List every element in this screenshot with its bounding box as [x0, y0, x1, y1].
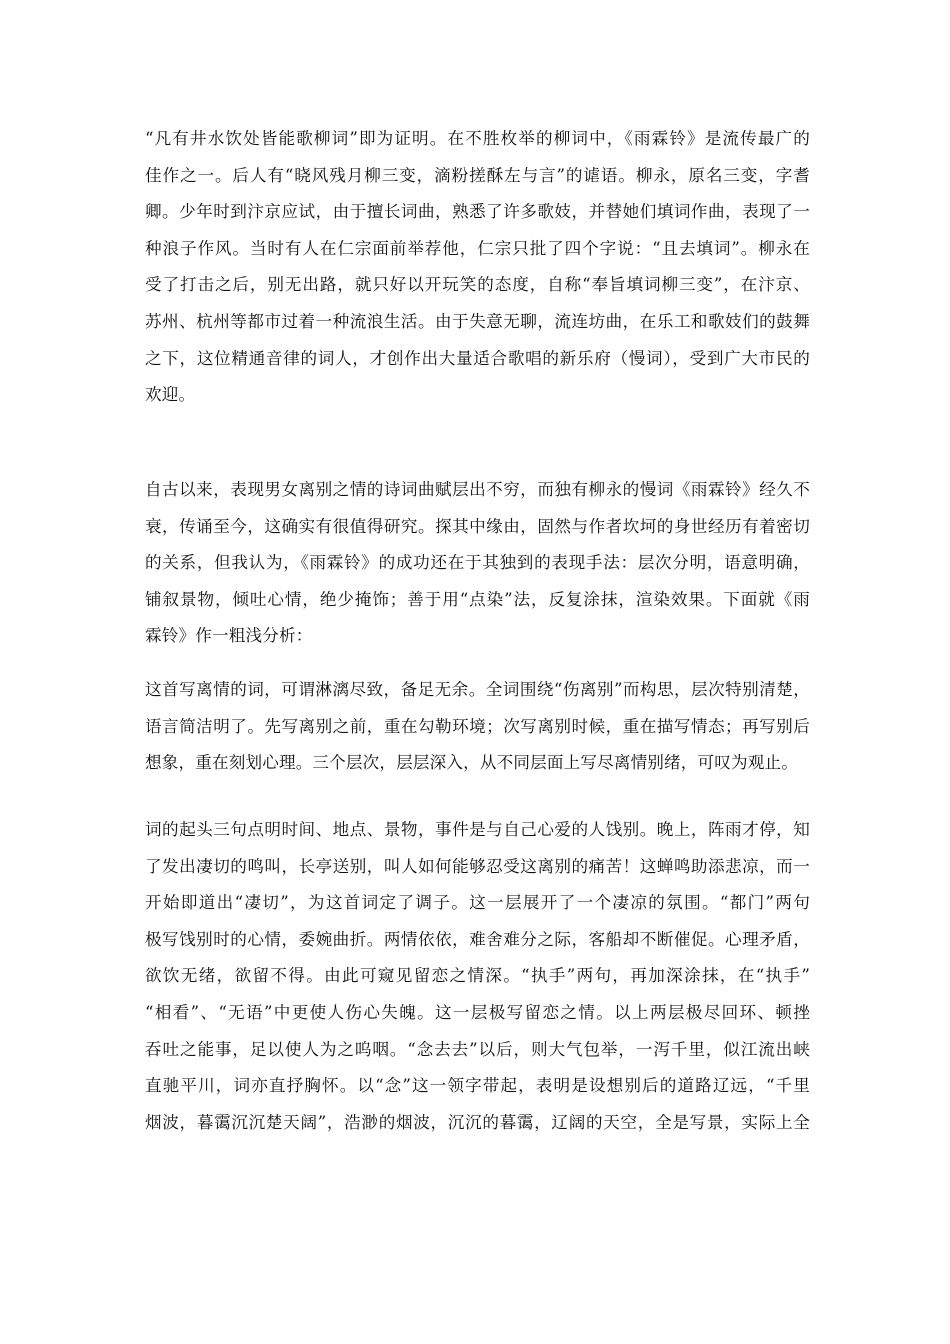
text-line: 欢迎。: [145, 385, 196, 405]
text-line: 词的起头三句点明时间、地点、景物，事件是与自己心爱的人饯别。晚上，阵雨才停，知: [145, 820, 810, 839]
text-line: 吞吐之能事，足以使人为之呜咽。“念去去”以后，则大气包举，一泻千里，似江流出峡: [145, 1039, 810, 1059]
text-line: 直驰平川，词亦直抒胸怀。以“念”这一领字带起，表明是设想别后的道路辽远，“千里: [145, 1076, 810, 1096]
text-line: 想象，重在刻划心理。三个层次，层层深入，从不同层面上写尽离情别绪，可叹为观止。: [145, 753, 799, 773]
text-line: 自古以来，表现男女离别之情的诗词曲赋层出不穷，而独有柳永的慢词《雨霖铃》经久不: [145, 480, 810, 499]
text-line: 的关系，但我认为，《雨霖铃》的成功还在于其独到的表现手法：层次分明，语意明确，: [145, 553, 810, 573]
text-line: “凡有井水饮处皆能歌柳词”即为证明。在不胜枚举的柳词中，《雨霖铃》是流传最广的: [145, 129, 810, 148]
text-line: 受了打击之后，别无出路，就只好以开玩笑的态度，自称“奉旨填词柳三变”，在汴京、: [145, 275, 810, 295]
text-line: 佳作之一。后人有“晓风残月柳三变，滴粉搓酥左与言”的谑语。柳永，原名三变，字耆: [145, 165, 810, 185]
text-line: 卿。少年时到汴京应试，由于擅长词曲，熟悉了许多歌妓，并替她们填词作曲，表现了一: [145, 202, 810, 222]
text-line: 极写饯别时的心情，委婉曲折。两情依依，难舍难分之际，客船却不断催促。心理矛盾，: [145, 929, 810, 949]
text-line: 语言简洁明了。先写离别之前，重在勾勒环境；次写离别时候，重在描写情态；再写别后: [145, 716, 810, 736]
paragraph-4: [145, 812, 810, 1141]
text-line: 种浪子作风。当时有人在仁宗面前举荐他，仁宗只批了四个字说：“且去填词”。柳永在: [145, 238, 810, 258]
text-line: 苏州、杭州等都市过着一种流浪生活。由于失意无聊，流连坊曲，在乐工和歌妓们的鼓舞: [145, 311, 810, 331]
text-line: 这首写离情的词，可谓淋漓尽致，备足无余。全词围绕“伤离别”而构思，层次特别清楚，: [145, 680, 810, 699]
paragraph-1: [145, 121, 810, 414]
text-line: 衰，传诵至今，这确实有很值得研究。探其中缘由，固然与作者坎坷的身世经历有着密切: [145, 516, 810, 536]
text-line: 开始即道出“凄切”，为这首词定了调子。这一层展开了一个凄凉的氛围。“都门”两句: [145, 893, 810, 913]
text-line: 欲饮无绪，欲留不得。由此可窥见留恋之情深。“执手”两句，再加深涂抹，在“执手”: [145, 966, 810, 986]
text-line: 铺叙景物，倾吐心情，绝少掩饰；善于用“点染”法，反复涂抹，渲染效果。下面就《雨: [145, 589, 810, 609]
paragraph-3: [145, 672, 810, 782]
text-line: 霖铃》作一粗浅分析：: [145, 626, 313, 646]
text-line: “相看”、“无语”中更使人伤心失魄。这一层极写留恋之情。以上两层极尽回环、顿挫: [145, 1002, 810, 1022]
text-line: 了发出凄切的鸣叫，长亭送别，叫人如何能够忍受这离别的痛苦！这蝉鸣助添悲凉，而一: [145, 856, 810, 876]
text-line: 之下，这位精通音律的词人，才创作出大量适合歌唱的新乐府（慢词），受到广大市民的: [145, 348, 810, 368]
text-line: 烟波，暮霭沉沉楚天阔”，浩渺的烟波，沉沉的暮霭，辽阔的天空，全是写景，实际上全: [145, 1112, 810, 1132]
paragraph-2: [145, 472, 810, 655]
